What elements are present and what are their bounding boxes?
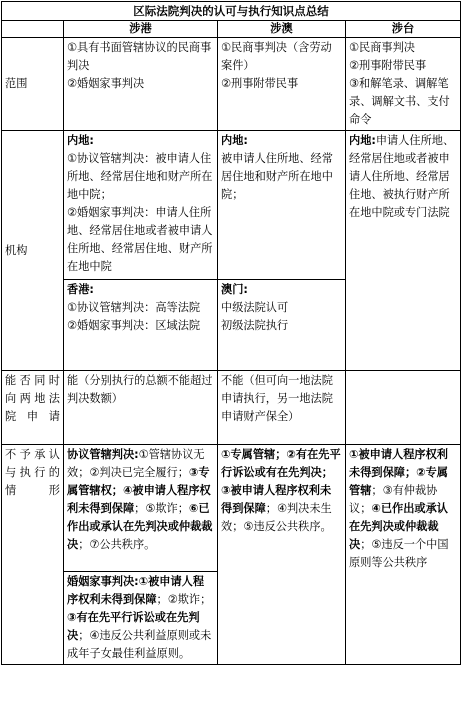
court-hk-hk-1: ①协议管辖判决：高等法院	[67, 301, 201, 314]
court-tw-mainland-title: 内地:	[349, 134, 376, 147]
row-scope	[2, 38, 461, 131]
court-tw-mainland: 申请人住所地、经常居住地或者被申请人住所地、经常居住地、被执行财产所在地中院或专门法院	[349, 134, 455, 219]
refusal-hk-agreement-seg-3: ⑥已作出或承认在先判决或仲裁裁决	[67, 502, 213, 551]
header-mo: 涉澳	[218, 21, 346, 38]
scope-tw-2: ②刑事附带民事	[349, 59, 427, 72]
refusal-hk-family-seg-1: ；②欺诈；	[156, 593, 212, 606]
court-hk-mainland-1: ①协议管辖判决：被申请人住所地、经常居住地和财产所在地中院；	[67, 152, 213, 201]
cell-court-mo-macau	[218, 280, 346, 371]
cell-refusal-tw	[346, 445, 461, 665]
label-simultaneous: 能否同时向两地法院申请	[2, 371, 64, 445]
refusal-hk-family-seg-0: ①被申请人程序权利未得到保障	[67, 575, 205, 606]
table-title: 区际法院判决的认可与执行知识点总结	[2, 2, 461, 21]
refusal-tw-seg-3: ；⑤违反一个中国原则等公共秩序	[349, 538, 449, 569]
court-hk-hk-title: 香港:	[67, 283, 94, 296]
court-hk-hk-2: ②婚姻家事判决：区域法院	[67, 319, 201, 332]
knowledge-table	[1, 1, 461, 665]
court-mo-macau-title: 澳门:	[221, 283, 248, 296]
refusal-hk-agreement-seg-2: ；⑤欺诈；	[134, 502, 189, 515]
cell-simultaneous-mo: 不能（但可向一地法院申请执行，另一地法院申请财产保全）	[218, 371, 346, 445]
cell-court-hk-mainland	[64, 131, 218, 280]
cell-refusal-hk-family	[64, 572, 218, 665]
refusal-hk-agreement-seg-4: ；⑦公共秩序。	[78, 538, 156, 551]
court-hk-mainland-2: ②婚姻家事判决：申请人住所地、经常居住地或者被申请人住所地、经常居住地、财产所在地中院	[67, 206, 213, 273]
cell-court-hk-hk	[64, 280, 218, 371]
row-court-1	[2, 131, 461, 280]
header-hk: 涉港	[64, 21, 218, 38]
label-court: 机构	[2, 131, 64, 371]
scope-mo-1: ①民商事判决（含劳动案件）	[221, 41, 332, 72]
refusal-hk-agreement-title: 协议管辖判决:	[67, 448, 139, 461]
scope-tw-3: ③和解笔录、调解笔录、调解文书、支付命令	[349, 77, 450, 126]
cell-simultaneous-hk: 能（分别执行的总额不能超过判决数额）	[64, 371, 218, 445]
cell-scope-mo	[218, 38, 346, 131]
header-row	[2, 21, 461, 38]
refusal-hk-family-seg-2: ③有在先平行诉讼或在先判决	[67, 611, 200, 642]
cell-court-tw	[346, 131, 461, 371]
court-hk-mainland-title: 内地:	[67, 134, 94, 147]
scope-hk-2: ②婚姻家事判决	[67, 77, 145, 90]
refusal-mo-seg-0: ①专属管辖；②有在先平行诉讼或有在先判决；③被申请人程序权利未得到保障	[221, 448, 341, 515]
scope-mo-2: ②刑事附带民事	[221, 77, 299, 90]
scope-hk-1: ①具有书面管辖协议的民商事判决	[67, 41, 212, 72]
refusal-mo-seg-1: ；④判决未生效；⑤违反公共秩序。	[221, 502, 332, 533]
label-refusal: 不予承认与执行的情形	[2, 445, 64, 665]
title-row	[2, 2, 461, 21]
court-mo-macau-1: 中级法院认可	[221, 301, 289, 314]
cell-scope-tw	[346, 38, 461, 131]
refusal-hk-agreement-seg-1: ③专属管辖权；④被申请人程序权利未得到保障	[67, 466, 211, 515]
row-simultaneous	[2, 371, 461, 445]
refusal-hk-family-seg-3: ；④违反公共利益原则或未成年子女最佳利益原则。	[67, 629, 212, 660]
cell-refusal-mo	[218, 445, 346, 665]
refusal-tw-seg-2: ④已作出或承认在先判决或仲裁裁决	[349, 502, 448, 551]
label-scope: 范围	[2, 38, 64, 131]
cell-scope-hk	[64, 38, 218, 131]
header-tw: 涉台	[346, 21, 461, 38]
court-mo-mainland-title: 内地:	[221, 134, 248, 147]
refusal-tw-seg-1: ；③有仲裁协议；	[349, 484, 438, 515]
cell-court-mo-mainland	[218, 131, 346, 280]
court-mo-macau-2: 初级法院执行	[221, 319, 289, 332]
refusal-tw-seg-0: ①被申请人程序权利未得到保障；②专属管辖	[349, 448, 448, 497]
refusal-hk-family-title: 婚姻家事判决:	[67, 575, 139, 588]
court-mo-mainland: 被申请人住所地、经常居住地和财产所在地中院；	[221, 152, 333, 201]
refusal-hk-agreement-seg-0: ①管辖协议无效；②判决已完全履行；	[67, 448, 205, 479]
row-refusal-1	[2, 445, 461, 572]
header-empty	[2, 21, 64, 38]
cell-refusal-hk-agreement	[64, 445, 218, 572]
cell-simultaneous-tw	[346, 371, 461, 445]
scope-tw-1: ①民商事判决	[349, 41, 415, 54]
